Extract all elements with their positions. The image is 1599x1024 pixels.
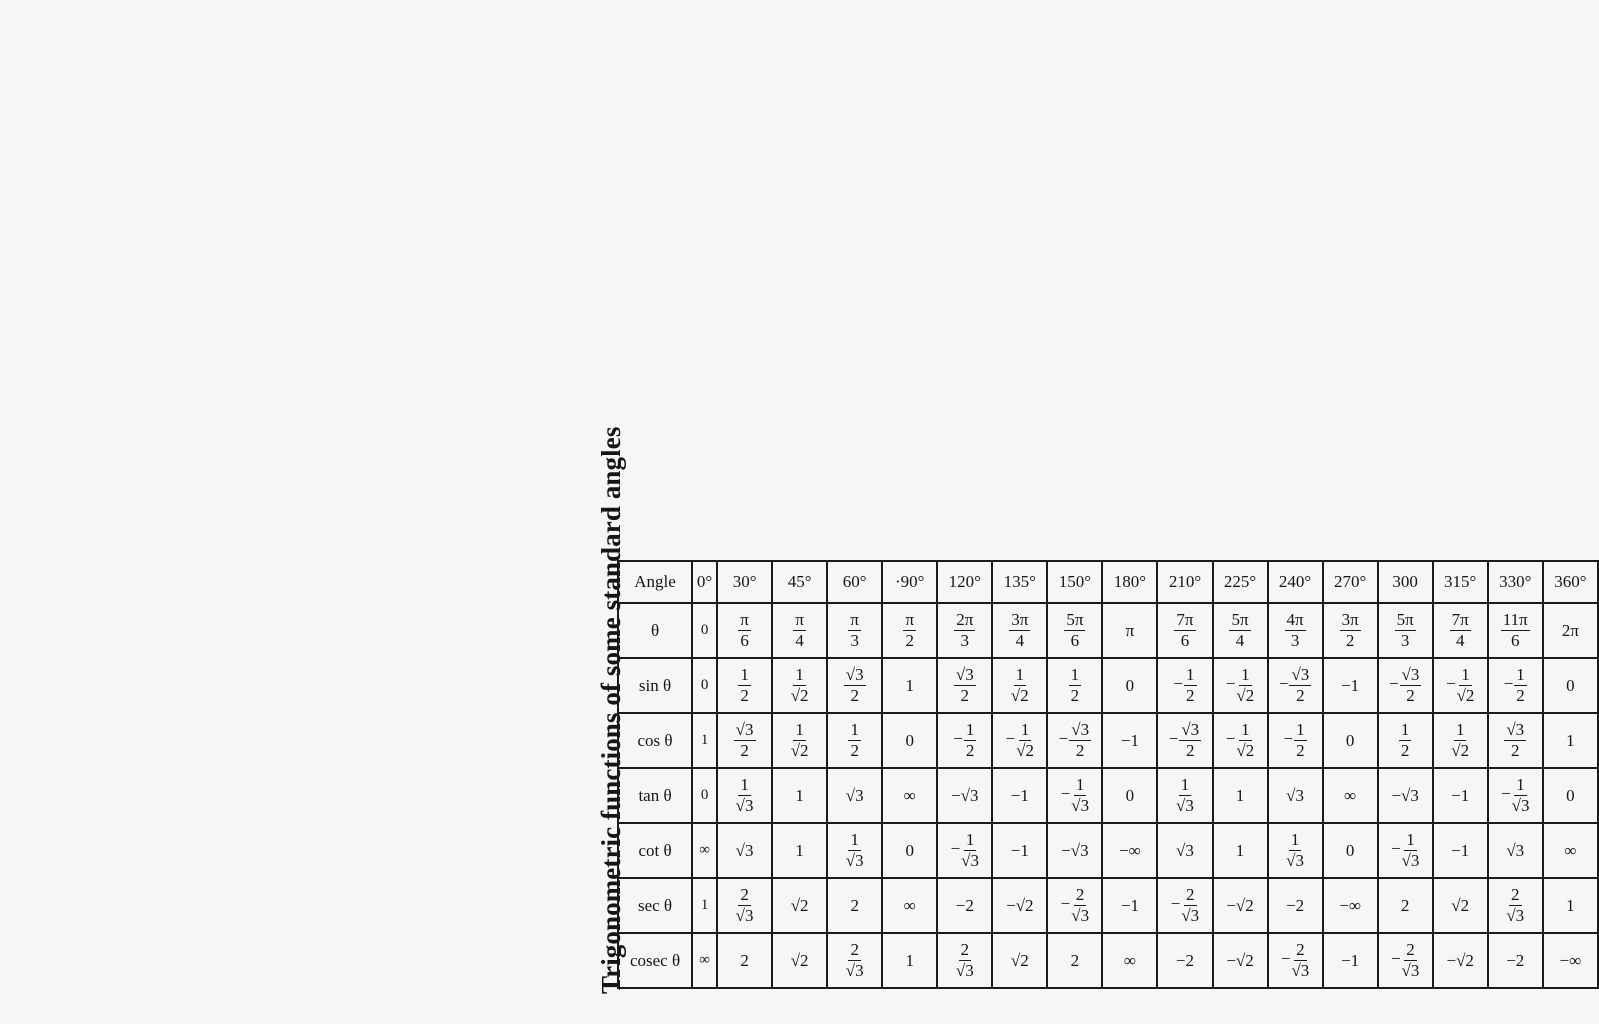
value-cell: $\frac{\pi}{3}$: [827, 603, 882, 658]
value-cell: 2: [717, 933, 772, 988]
value-cell: 1: [772, 823, 827, 878]
value-cell: $\frac{2\pi}{3}$: [937, 603, 992, 658]
value-cell: − $\frac{1}{√2}$: [1433, 658, 1488, 713]
value-cell: $\frac{7\pi}{4}$: [1433, 603, 1488, 658]
value-cell: $\frac{1}{2}$: [717, 658, 772, 713]
value-cell: $\frac{2}{√3}$: [1488, 878, 1543, 933]
value-cell: $\frac{√3}{2}$: [717, 713, 772, 768]
value-cell: $\frac{3\pi}{4}$: [992, 603, 1047, 658]
value-cell: $\frac{2}{√3}$: [827, 933, 882, 988]
value-cell: 2π: [1543, 603, 1598, 658]
value-cell: $\frac{1}{2}$: [1378, 713, 1433, 768]
table-row: [618, 713, 1598, 768]
value-cell: 1: [772, 768, 827, 823]
value-cell: 0: [1102, 768, 1157, 823]
angle-header-cell: 180°: [1102, 561, 1157, 603]
value-cell: 0: [1102, 658, 1157, 713]
value-cell: −∞: [1102, 823, 1157, 878]
value-cell: −√2: [1213, 933, 1268, 988]
value-cell: 0: [1543, 658, 1598, 713]
value-cell: − $\frac{√3}{2}$: [1047, 713, 1102, 768]
value-cell: 0: [1323, 823, 1378, 878]
value-cell: $\frac{5\pi}{6}$: [1047, 603, 1102, 658]
value-cell: 0: [692, 603, 717, 658]
value-cell: −2: [1157, 933, 1212, 988]
value-cell: √2: [1433, 878, 1488, 933]
row-function-label: θ: [618, 603, 692, 658]
value-cell: − $\frac{2}{√3}$: [1378, 933, 1433, 988]
row-function-label: sec θ: [618, 878, 692, 933]
value-cell: −2: [1268, 878, 1323, 933]
trig-table: [617, 560, 1599, 989]
value-cell: √3: [827, 768, 882, 823]
value-cell: $\frac{1}{√3}$: [1268, 823, 1323, 878]
value-cell: 2: [827, 878, 882, 933]
value-cell: $\frac{1}{√2}$: [1433, 713, 1488, 768]
value-cell: 2: [1047, 933, 1102, 988]
header-angle-label: Angle: [618, 561, 692, 603]
value-cell: 0: [882, 713, 937, 768]
value-cell: ∞: [692, 933, 717, 988]
angle-header-cell: 45°: [772, 561, 827, 603]
value-cell: −1: [1102, 878, 1157, 933]
value-cell: − $\frac{1}{2}$: [1488, 658, 1543, 713]
value-cell: $\frac{5\pi}{4}$: [1213, 603, 1268, 658]
value-cell: $\frac{√3}{2}$: [937, 658, 992, 713]
value-cell: $\frac{√3}{2}$: [827, 658, 882, 713]
value-cell: ∞: [1323, 768, 1378, 823]
value-cell: ∞: [882, 878, 937, 933]
value-cell: 1: [882, 658, 937, 713]
row-function-label: cosec θ: [618, 933, 692, 988]
page-title: Trigonometric functions of some standard angles: [596, 426, 626, 994]
value-cell: − $\frac{√3}{2}$: [1157, 713, 1212, 768]
value-cell: ∞: [1543, 823, 1598, 878]
angle-header-cell: ·90°: [882, 561, 937, 603]
value-cell: −1: [1433, 823, 1488, 878]
row-function-label: tan θ: [618, 768, 692, 823]
angle-header-cell: 150°: [1047, 561, 1102, 603]
table-row: [618, 878, 1598, 933]
value-cell: − $\frac{2}{√3}$: [1268, 933, 1323, 988]
value-cell: −2: [1488, 933, 1543, 988]
value-cell: $\frac{\pi}{2}$: [882, 603, 937, 658]
value-cell: $\frac{1}{2}$: [827, 713, 882, 768]
value-cell: −1: [1323, 658, 1378, 713]
value-cell: √3: [1157, 823, 1212, 878]
value-cell: ∞: [1102, 933, 1157, 988]
value-cell: $\frac{\pi}{4}$: [772, 603, 827, 658]
value-cell: − $\frac{1}{√2}$: [1213, 713, 1268, 768]
value-cell: 1: [1543, 713, 1598, 768]
value-cell: $\frac{1}{√3}$: [717, 768, 772, 823]
value-cell: 1: [692, 878, 717, 933]
value-cell: $\frac{7\pi}{6}$: [1157, 603, 1212, 658]
value-cell: $\frac{1}{√2}$: [772, 713, 827, 768]
table-row: [618, 823, 1598, 878]
value-cell: − $\frac{1}{√2}$: [992, 713, 1047, 768]
angle-header-cell: 300: [1378, 561, 1433, 603]
value-cell: −1: [992, 823, 1047, 878]
value-cell: −√3: [1047, 823, 1102, 878]
value-cell: −∞: [1323, 878, 1378, 933]
value-cell: 1: [1543, 878, 1598, 933]
value-cell: $\frac{11\pi}{6}$: [1488, 603, 1543, 658]
angle-header-cell: 135°: [992, 561, 1047, 603]
value-cell: $\frac{2}{√3}$: [937, 933, 992, 988]
value-cell: 0: [1323, 713, 1378, 768]
table-row: [618, 933, 1598, 988]
value-cell: √2: [772, 878, 827, 933]
value-cell: −1: [1102, 713, 1157, 768]
value-cell: 0: [692, 658, 717, 713]
value-cell: − $\frac{2}{√3}$: [1157, 878, 1212, 933]
value-cell: − $\frac{1}{2}$: [937, 713, 992, 768]
value-cell: −1: [992, 768, 1047, 823]
value-cell: $\frac{3\pi}{2}$: [1323, 603, 1378, 658]
value-cell: − $\frac{1}{√3}$: [1047, 768, 1102, 823]
value-cell: 0: [1543, 768, 1598, 823]
value-cell: $\frac{1}{√2}$: [992, 658, 1047, 713]
header-row: [618, 561, 1598, 603]
value-cell: −√2: [1213, 878, 1268, 933]
value-cell: √3: [1268, 768, 1323, 823]
value-cell: √2: [772, 933, 827, 988]
angle-header-cell: 315°: [1433, 561, 1488, 603]
value-cell: − $\frac{1}{2}$: [1157, 658, 1212, 713]
angle-header-cell: 120°: [937, 561, 992, 603]
value-cell: √3: [717, 823, 772, 878]
value-cell: 2: [1378, 878, 1433, 933]
angle-header-cell: 360°: [1543, 561, 1598, 603]
angle-header-cell: 210°: [1157, 561, 1212, 603]
value-cell: − $\frac{2}{√3}$: [1047, 878, 1102, 933]
value-cell: 1: [882, 933, 937, 988]
table-row: [618, 768, 1598, 823]
value-cell: $\frac{1}{√3}$: [827, 823, 882, 878]
value-cell: − $\frac{1}{√3}$: [1378, 823, 1433, 878]
value-cell: ∞: [692, 823, 717, 878]
angle-header-cell: 225°: [1213, 561, 1268, 603]
value-cell: $\frac{2}{√3}$: [717, 878, 772, 933]
value-cell: 1: [1213, 823, 1268, 878]
value-cell: 1: [1213, 768, 1268, 823]
value-cell: −√2: [992, 878, 1047, 933]
value-cell: −√3: [1378, 768, 1433, 823]
value-cell: $\frac{1}{√2}$: [772, 658, 827, 713]
value-cell: $\frac{5\pi}{3}$: [1378, 603, 1433, 658]
value-cell: − $\frac{1}{√3}$: [937, 823, 992, 878]
angle-header-cell: 30°: [717, 561, 772, 603]
angle-header-cell: 0°: [692, 561, 717, 603]
value-cell: 0: [882, 823, 937, 878]
value-cell: −1: [1433, 768, 1488, 823]
value-cell: √3: [1488, 823, 1543, 878]
value-cell: √2: [992, 933, 1047, 988]
value-cell: − $\frac{√3}{2}$: [1378, 658, 1433, 713]
value-cell: $\frac{\pi}{6}$: [717, 603, 772, 658]
value-cell: − $\frac{1}{√3}$: [1488, 768, 1543, 823]
value-cell: −√3: [937, 768, 992, 823]
value-cell: −∞: [1543, 933, 1598, 988]
table-row: [618, 658, 1598, 713]
value-cell: −2: [937, 878, 992, 933]
value-cell: −1: [1323, 933, 1378, 988]
value-cell: − $\frac{1}{2}$: [1268, 713, 1323, 768]
value-cell: − $\frac{1}{√2}$: [1213, 658, 1268, 713]
value-cell: 0: [692, 768, 717, 823]
value-cell: ∞: [882, 768, 937, 823]
value-cell: π: [1102, 603, 1157, 658]
row-function-label: sin θ: [618, 658, 692, 713]
row-function-label: cot θ: [618, 823, 692, 878]
value-cell: − $\frac{√3}{2}$: [1268, 658, 1323, 713]
value-cell: $\frac{4\pi}{3}$: [1268, 603, 1323, 658]
angle-header-cell: 270°: [1323, 561, 1378, 603]
angle-header-cell: 330°: [1488, 561, 1543, 603]
value-cell: $\frac{1}{√3}$: [1157, 768, 1212, 823]
angle-header-cell: 60°: [827, 561, 882, 603]
angle-header-cell: 240°: [1268, 561, 1323, 603]
row-function-label: cos θ: [618, 713, 692, 768]
value-cell: $\frac{√3}{2}$: [1488, 713, 1543, 768]
value-cell: 1: [692, 713, 717, 768]
value-cell: $\frac{1}{2}$: [1047, 658, 1102, 713]
table-row: [618, 603, 1598, 658]
value-cell: −√2: [1433, 933, 1488, 988]
